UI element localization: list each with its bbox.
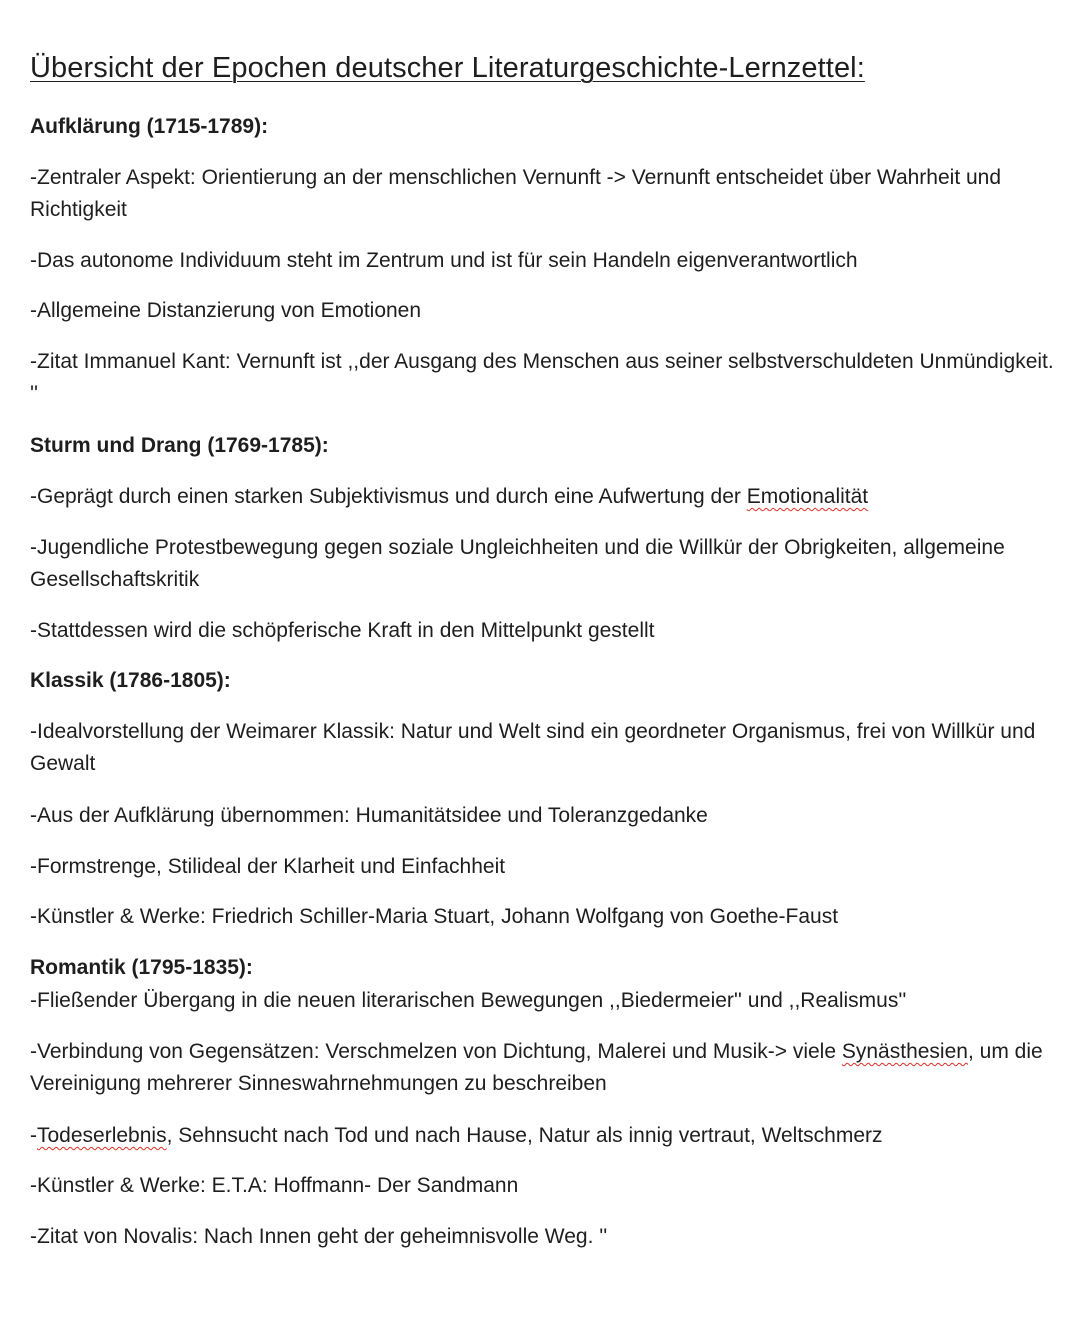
section-heading-klassik: Klassik (1786-1805): bbox=[30, 669, 231, 692]
text-segment: , Sehnsucht nach Tod und nach Hause, Natur als innig vertraut, Weltschmerz bbox=[166, 1124, 883, 1147]
spellcheck-marked-word[interactable]: Todeserlebnis bbox=[37, 1124, 167, 1147]
section-heading-sturm-und-drang: Sturm und Drang (1769-1785): bbox=[30, 434, 329, 457]
quote-item: -Zitat Immanuel Kant: Vernunft ist ,,der Ausgang des Menschen aus seiner selbstverschuldeten Unmündigkeit. '' bbox=[30, 350, 1054, 405]
text-segment: -Geprägt durch einen starken Subjektivismus und durch eine Aufwertung der bbox=[30, 485, 747, 508]
bullet-item: -Formstrenge, Stilideal der Klarheit und Einfachheit bbox=[30, 855, 506, 878]
bullet-item: -Aus der Aufklärung übernommen: Humanitätsidee und Toleranzgedanke bbox=[30, 804, 708, 827]
bullet-item: -Das autonome Individuum steht im Zentrum und ist für sein Handeln eigenverantwortlich bbox=[30, 249, 858, 272]
bullet-item: -Allgemeine Distanzierung von Emotionen bbox=[30, 299, 422, 322]
bullet-item: -Zentraler Aspekt: Orientierung an der menschlichen Vernunft -> Vernunft entscheidet über Wahrheit und Richtigkeit bbox=[30, 166, 1002, 221]
section-heading-aufklaerung: Aufklärung (1715-1789): bbox=[30, 115, 269, 138]
bullet-item: -Künstler & Werke: Friedrich Schiller-Maria Stuart, Johann Wolfgang von Goethe-Faust bbox=[30, 905, 839, 928]
bullet-item bbox=[30, 1120, 1055, 1152]
document-title: Übersicht der Epochen deutscher Literaturgeschichte-Lernzettel: bbox=[30, 52, 865, 84]
spellcheck-marked-word[interactable]: Synästhesien bbox=[841, 1040, 968, 1063]
text-segment: - bbox=[30, 1124, 37, 1147]
bullet-item: -Jugendliche Protestbewegung gegen soziale Ungleichheiten und die Willkür der Obrigkeiten, allgemeine Gesellschaftskritik bbox=[30, 536, 1005, 591]
bullet-item bbox=[30, 1036, 1055, 1100]
quote-item: -Zitat von Novalis: Nach Innen geht der geheimnisvolle Weg. '' bbox=[30, 1225, 608, 1248]
bullet-item bbox=[30, 481, 1055, 513]
bullet-item: -Stattdessen wird die schöpferische Kraft in den Mittelpunkt gestellt bbox=[30, 619, 655, 642]
spellcheck-marked-word[interactable]: Emotionalität bbox=[746, 485, 869, 508]
section-heading-romantik: Romantik (1795-1835): bbox=[30, 956, 253, 979]
text-segment: , um die Vereinigung mehrerer Sinneswahrnehmungen zu beschreiben bbox=[30, 1040, 1043, 1095]
bullet-item: -Künstler & Werke: E.T.A: Hoffmann- Der Sandmann bbox=[30, 1174, 519, 1197]
text-segment: -Verbindung von Gegensätzen: Verschmelzen von Dichtung, Malerei und Musik-> viele bbox=[30, 1040, 842, 1063]
bullet-item: -Idealvorstellung der Weimarer Klassik: Natur und Welt sind ein geordneter Organismus, frei von Willkür und Gewalt bbox=[30, 720, 1036, 775]
bullet-item: -Fließender Übergang in die neuen literarischen Bewegungen ,,Biedermeier'' und ,,Realismus'' bbox=[30, 989, 907, 1012]
